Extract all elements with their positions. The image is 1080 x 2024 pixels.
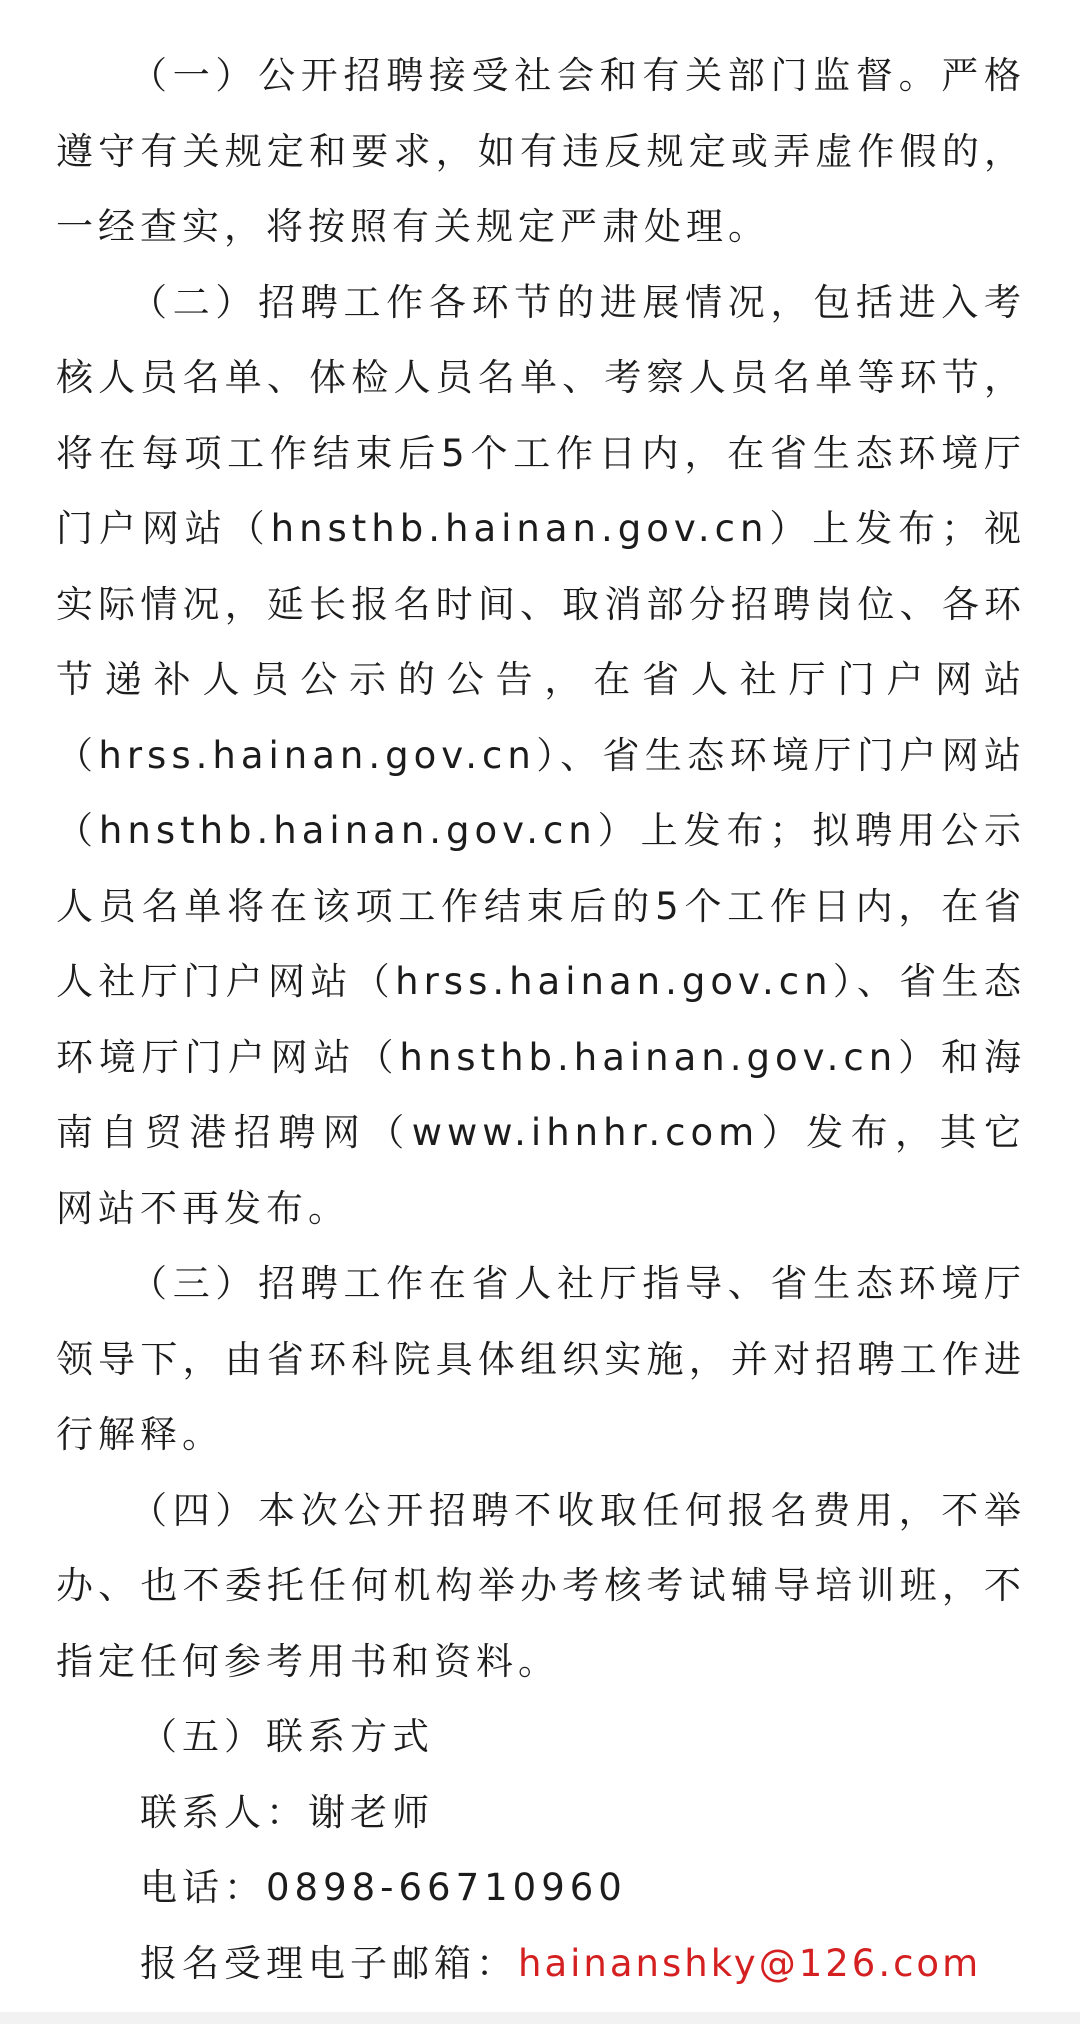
paragraph-no-fees: （四）本次公开招聘不收取任何报名费用，不举办、也不委托任何机构举办考核考试辅导培训班，不指定任何参考用书和资料。 (56, 1488, 1026, 1683)
paragraph-organization: （三）招聘工作在省人社厅指导、省生态环境厅领导下，由省环科院具体组织实施，并对招聘工作进行解释。 (56, 1262, 1026, 1456)
contact-phone-line (56, 1850, 1026, 1926)
notice-article (56, 38, 1026, 2001)
page-bottom-band (0, 2012, 1080, 2024)
contact-email-value[interactable]: hainanshky@126.com (518, 1941, 982, 1985)
contact-phone-label: 电话： (140, 1866, 266, 1909)
contact-person-line (56, 1775, 1026, 1851)
contact-phone-value: 0898-66710960 (266, 1866, 627, 1909)
contact-email-line (56, 1926, 1026, 2002)
contact-heading: （五）联系方式 (140, 1715, 434, 1758)
contact-person-value: 谢老师 (308, 1790, 434, 1834)
contact-email-label: 报名受理电子邮箱： (140, 1941, 518, 1985)
paragraph-progress-publication: （二）招聘工作各环节的进展情况，包括进入考核人员名单、体检人员名单、考察人员名单等环节，将在每项工作结束后5个工作日内，在省生态环境厅门户网站（hnsthb.hainan.gov.cn）上发布；视实际情况，延长报名时间、取消部分招聘岗位、各环节递补人员公示的公告，在省人社厅门户网站（hrss.hainan.gov.cn）、省生态环境厅门户网站（hnsthb.hainan.gov.cn）上发布；拟聘用公示人员名单将在该项工作结束后的5个工作日内，在省人社厅门户网站（hrss.hainan.gov.cn）、省生态环境厅门户网站（hnsthb.hainan.gov.cn）和海南自贸港招聘网（www.ihnhr.com）发布，其它网站不再发布。 (56, 280, 1026, 1230)
contact-person-label: 联系人： (140, 1790, 308, 1834)
paragraph-supervision: （一）公开招聘接受社会和有关部门监督。严格遵守有关规定和要求，如有违反规定或弄虚作假的，一经查实，将按照有关规定严肃处理。 (56, 54, 1026, 248)
